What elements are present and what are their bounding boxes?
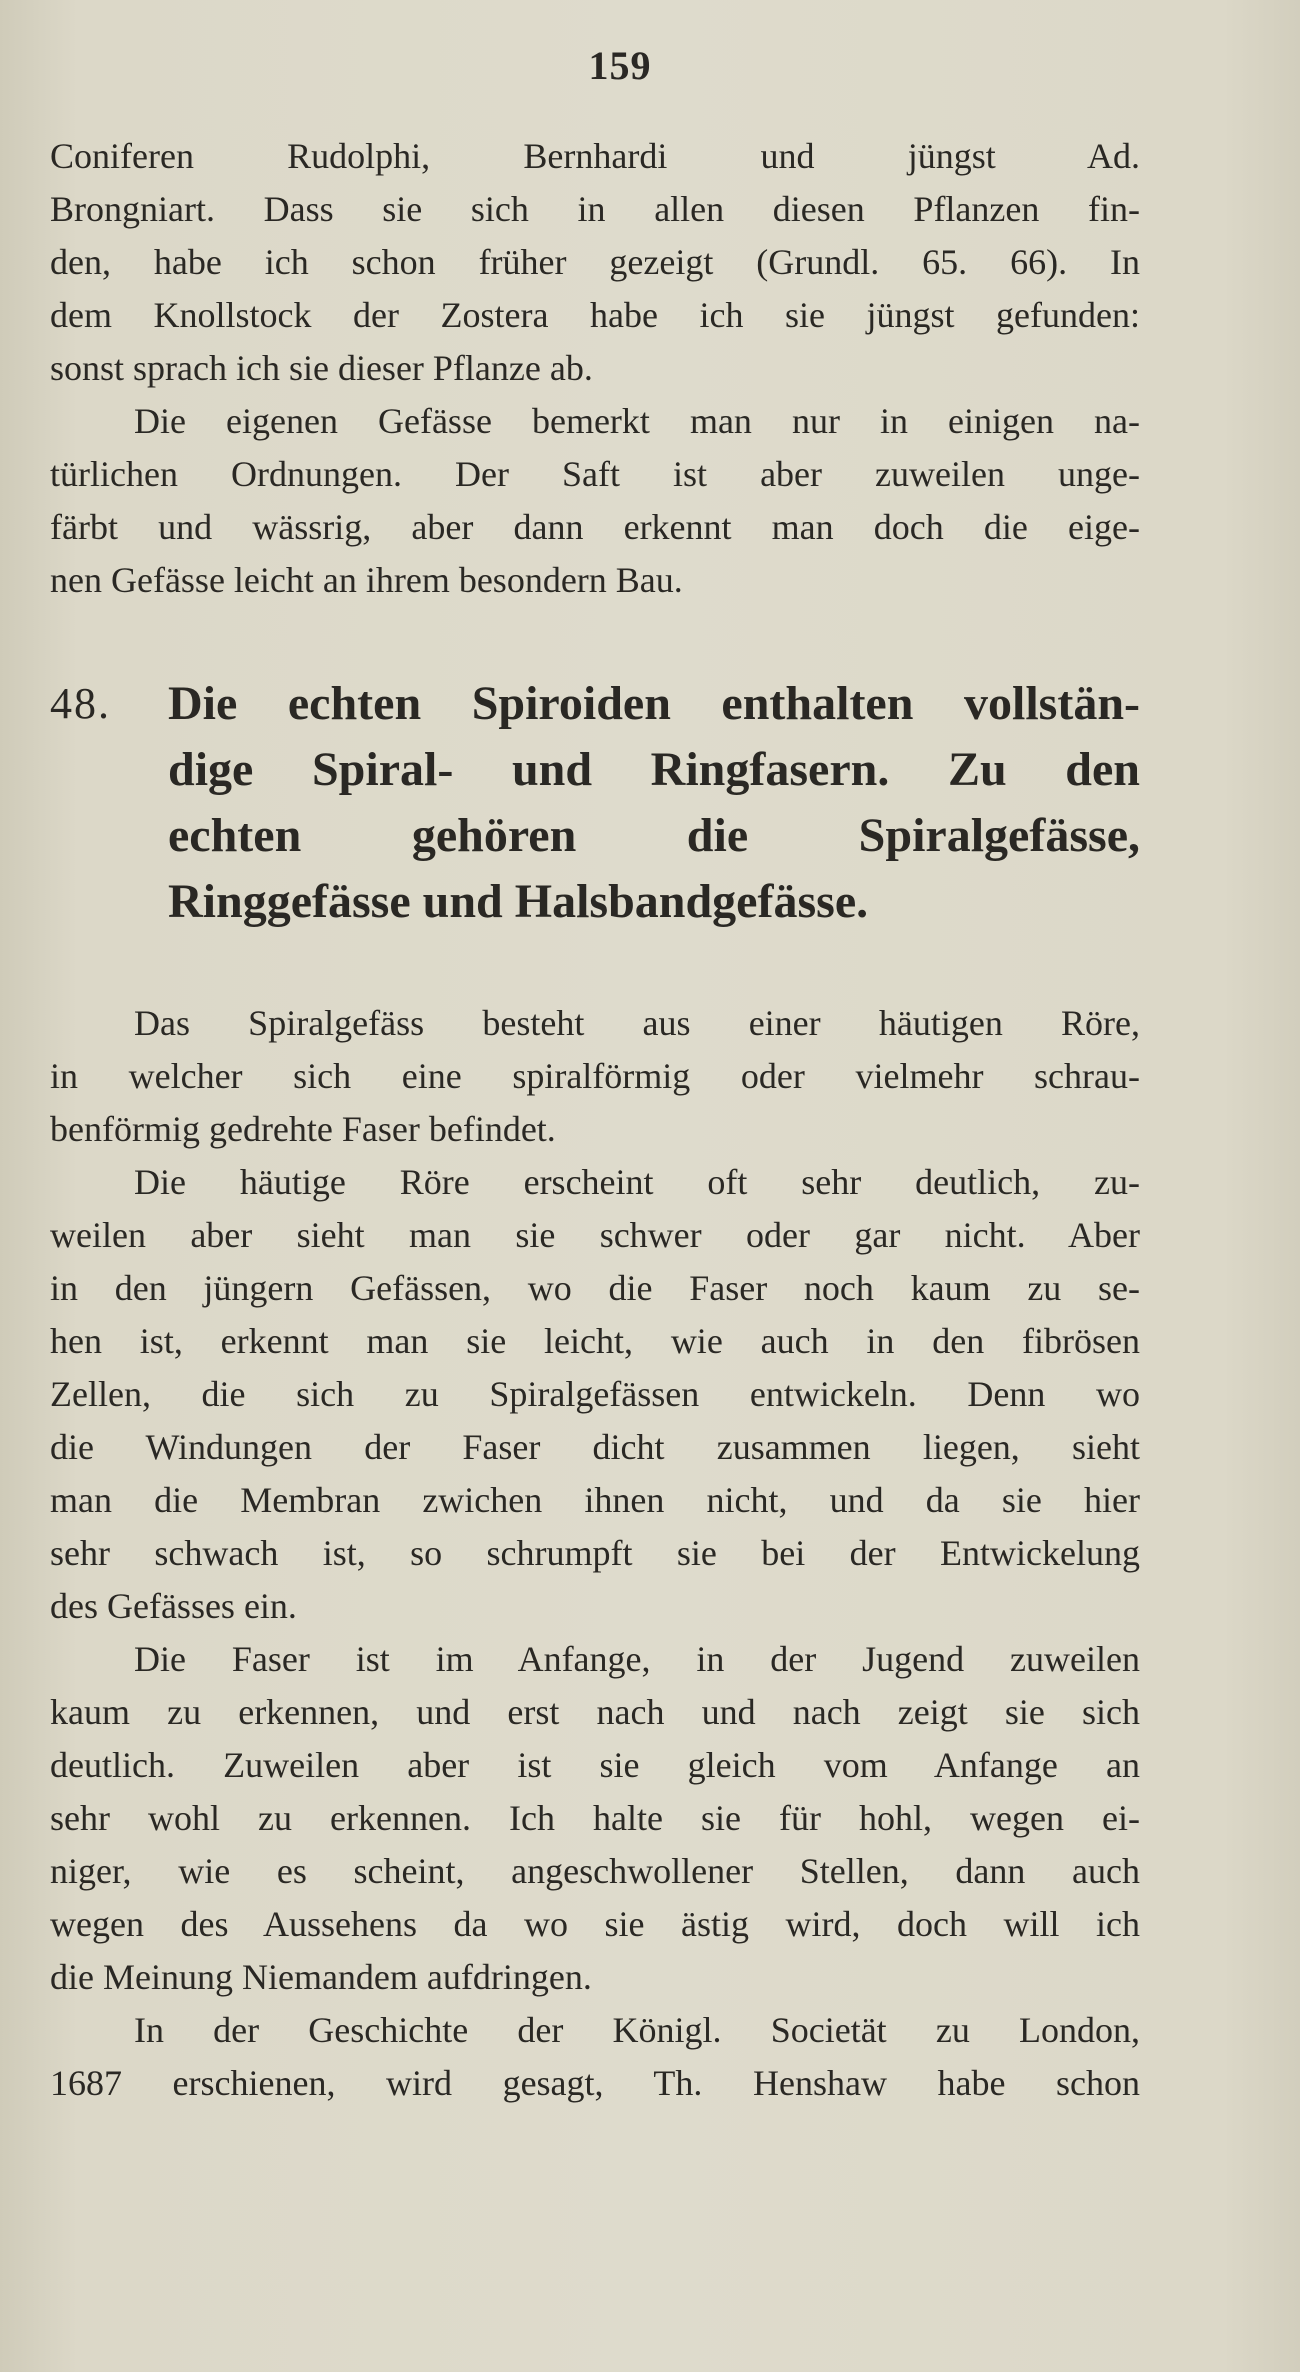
text-line: wegen des Aussehens da wo sie ästig wird, doch will ich	[50, 1904, 1140, 1944]
paragraph-3	[50, 997, 1140, 1156]
text-line: in den jüngern Gefässen, wo die Faser noch kaum zu se-	[50, 1268, 1140, 1308]
text-line: sonst sprach ich sie dieser Pflanze ab.	[50, 348, 593, 388]
page-number: 159	[588, 43, 652, 88]
text-line: man die Membran zwichen ihnen nicht, und da sie hier	[50, 1480, 1140, 1520]
page-body	[50, 130, 1140, 2110]
paragraph-2	[50, 395, 1140, 607]
text-line: Die Faser ist im Anfange, in der Jugend zuweilen	[134, 1639, 1140, 1679]
text-line: sehr wohl zu erkennen. Ich halte sie für hohl, wegen ei-	[50, 1798, 1140, 1838]
text-line: Die eigenen Gefässe bemerkt man nur in einigen na-	[134, 401, 1140, 441]
section-number: 48.	[50, 679, 111, 728]
paragraph-5	[50, 1633, 1140, 2004]
text-line: des Gefässes ein.	[50, 1586, 297, 1626]
text-line: sehr schwach ist, so schrumpft sie bei der Entwickelung	[50, 1533, 1140, 1573]
paragraph-1	[50, 130, 1140, 395]
paragraph-6	[50, 2004, 1140, 2110]
text-line: Brongniart. Dass sie sich in allen diesen Pflanzen fin-	[50, 189, 1140, 229]
text-line: benförmig gedrehte Faser befindet.	[50, 1109, 556, 1149]
heading-line: Ringgefässe und Halsbandgefässe.	[168, 875, 869, 928]
text-line: die Windungen der Faser dicht zusammen liegen, sieht	[50, 1427, 1140, 1467]
text-line: die Meinung Niemandem aufdringen.	[50, 1957, 592, 1997]
heading-line: dige Spiral- und Ringfasern. Zu den	[168, 743, 1140, 796]
text-line: In der Geschichte der Königl. Societät zu London,	[134, 2010, 1140, 2050]
text-line: Zellen, die sich zu Spiralgefässen entwickeln. Denn wo	[50, 1374, 1140, 1414]
text-line: Die häutige Röre erscheint oft sehr deutlich, zu-	[134, 1162, 1140, 1202]
text-line: türlichen Ordnungen. Der Saft ist aber zuweilen unge-	[50, 454, 1140, 494]
text-line: Coniferen Rudolphi, Bernhardi und jüngst Ad.	[50, 136, 1140, 176]
paragraph-4	[50, 1156, 1140, 1633]
text-line: niger, wie es scheint, angeschwollener Stellen, dann auch	[50, 1851, 1140, 1891]
text-line: nen Gefässe leicht an ihrem besondern Bau.	[50, 560, 683, 600]
text-line: in welcher sich eine spiralförmig oder vielmehr schrau-	[50, 1056, 1140, 1096]
section-heading	[50, 671, 1140, 935]
heading-line: echten gehören die Spiralgefässe,	[168, 809, 1140, 862]
text-line: dem Knollstock der Zostera habe ich sie jüngst gefunden:	[50, 295, 1140, 335]
text-line: kaum zu erkennen, und erst nach und nach zeigt sie sich	[50, 1692, 1140, 1732]
text-line: deutlich. Zuweilen aber ist sie gleich vom Anfange an	[50, 1745, 1140, 1785]
heading-line: Die echten Spiroiden enthalten vollstän-	[168, 677, 1140, 730]
text-line: 1687 erschienen, wird gesagt, Th. Henshaw habe schon	[50, 2063, 1140, 2103]
text-line: den, habe ich schon früher gezeigt (Grundl. 65. 66). In	[50, 242, 1140, 282]
text-line: hen ist, erkennt man sie leicht, wie auch in den fibrösen	[50, 1321, 1140, 1361]
text-line: färbt und wässrig, aber dann erkennt man doch die eige-	[50, 507, 1140, 547]
text-line: Das Spiralgefäss besteht aus einer häutigen Röre,	[134, 1003, 1140, 1043]
text-line: weilen aber sieht man sie schwer oder gar nicht. Aber	[50, 1215, 1140, 1255]
